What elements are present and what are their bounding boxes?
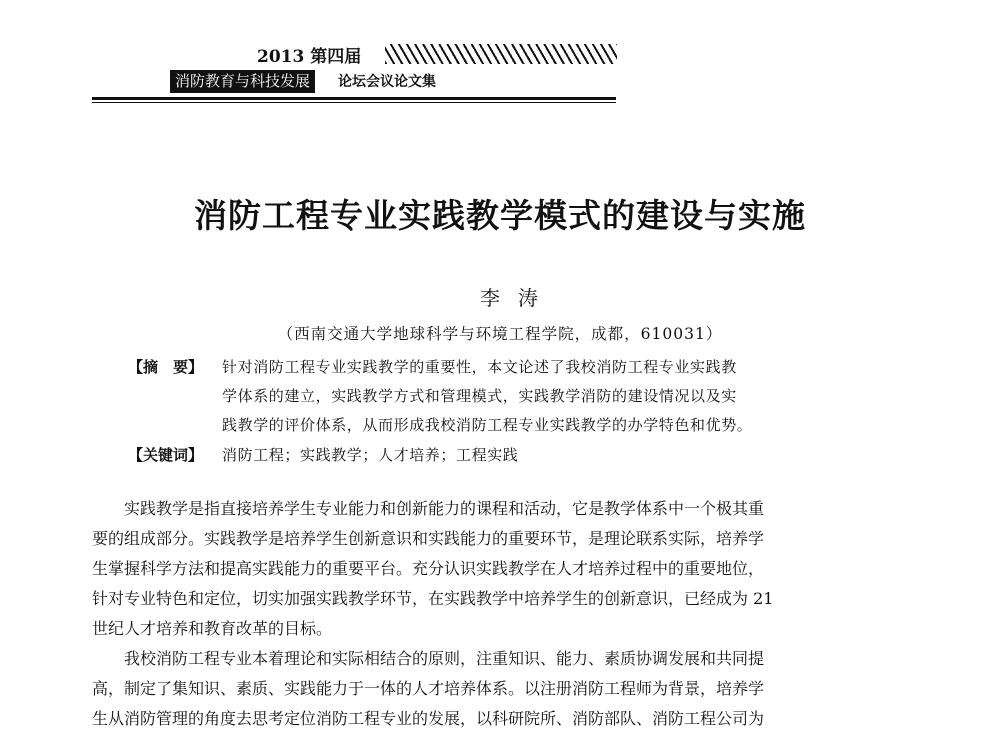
header-rule: [92, 97, 616, 100]
body-line: 针对专业特色和定位，切实加强实践教学环节，在实践教学中培养学生的创新意识，已经成为 21: [92, 589, 774, 608]
header-series-tag: 消防教育与科技发展: [170, 70, 315, 93]
body-line: 高，制定了集知识、素质、实践能力于一体的人才培养体系。以注册消防工程师为背景，培养学: [92, 679, 765, 698]
header-rule-thin: [92, 102, 616, 103]
abstract-line: 践教学的评价体系，从而形成我校消防工程专业实践教学的办学特色和优势。: [222, 416, 753, 434]
body-line: 生从消防管理的角度去思考定位消防工程专业的发展，以科研院所、消防部队、消防工程公司为: [92, 709, 765, 728]
article-title: 消防工程专业实践教学模式的建设与实施: [194, 196, 806, 235]
article-affiliation: （西南交通大学地球科学与环境工程学院，成都，610031）: [277, 325, 723, 343]
header-hatch-decoration: [385, 44, 617, 64]
header-year-issue: 2013 第四届: [257, 47, 362, 67]
abstract-label: 【摘 要】: [128, 358, 204, 376]
body-text: [92, 494, 902, 734]
keywords-text: 消防工程；实践教学；人才培养；工程实践: [222, 446, 519, 464]
abstract-body: [222, 353, 862, 440]
body-line: 世纪人才培养和教育改革的目标。: [92, 619, 333, 638]
body-line: 我校消防工程专业本着理论和实际相结合的原则，注重知识、能力、素质协调发展和共同提: [124, 649, 765, 668]
abstract-line: 针对消防工程专业实践教学的重要性，本文论述了我校消防工程专业实践教: [222, 358, 737, 376]
header-collection-name: 论坛会议论文集: [338, 74, 436, 90]
keywords-label: 【关键词】: [128, 446, 204, 464]
article-author: 李涛: [480, 286, 556, 310]
body-line: 生掌握科学方法和提高实践能力的重要平台。充分认识实践教学在人才培养过程中的重要地位，: [92, 559, 765, 578]
abstract-line: 学体系的建立，实践教学方式和管理模式，实践教学消防的建设情况以及实: [222, 387, 737, 405]
body-line: 实践教学是指直接培养学生专业能力和创新能力的课程和活动，它是教学体系中一个极其重: [124, 499, 765, 518]
body-line: 要的组成部分。实践教学是培养学生创新意识和实践能力的重要环节，是理论联系实际，培养学: [92, 529, 765, 548]
